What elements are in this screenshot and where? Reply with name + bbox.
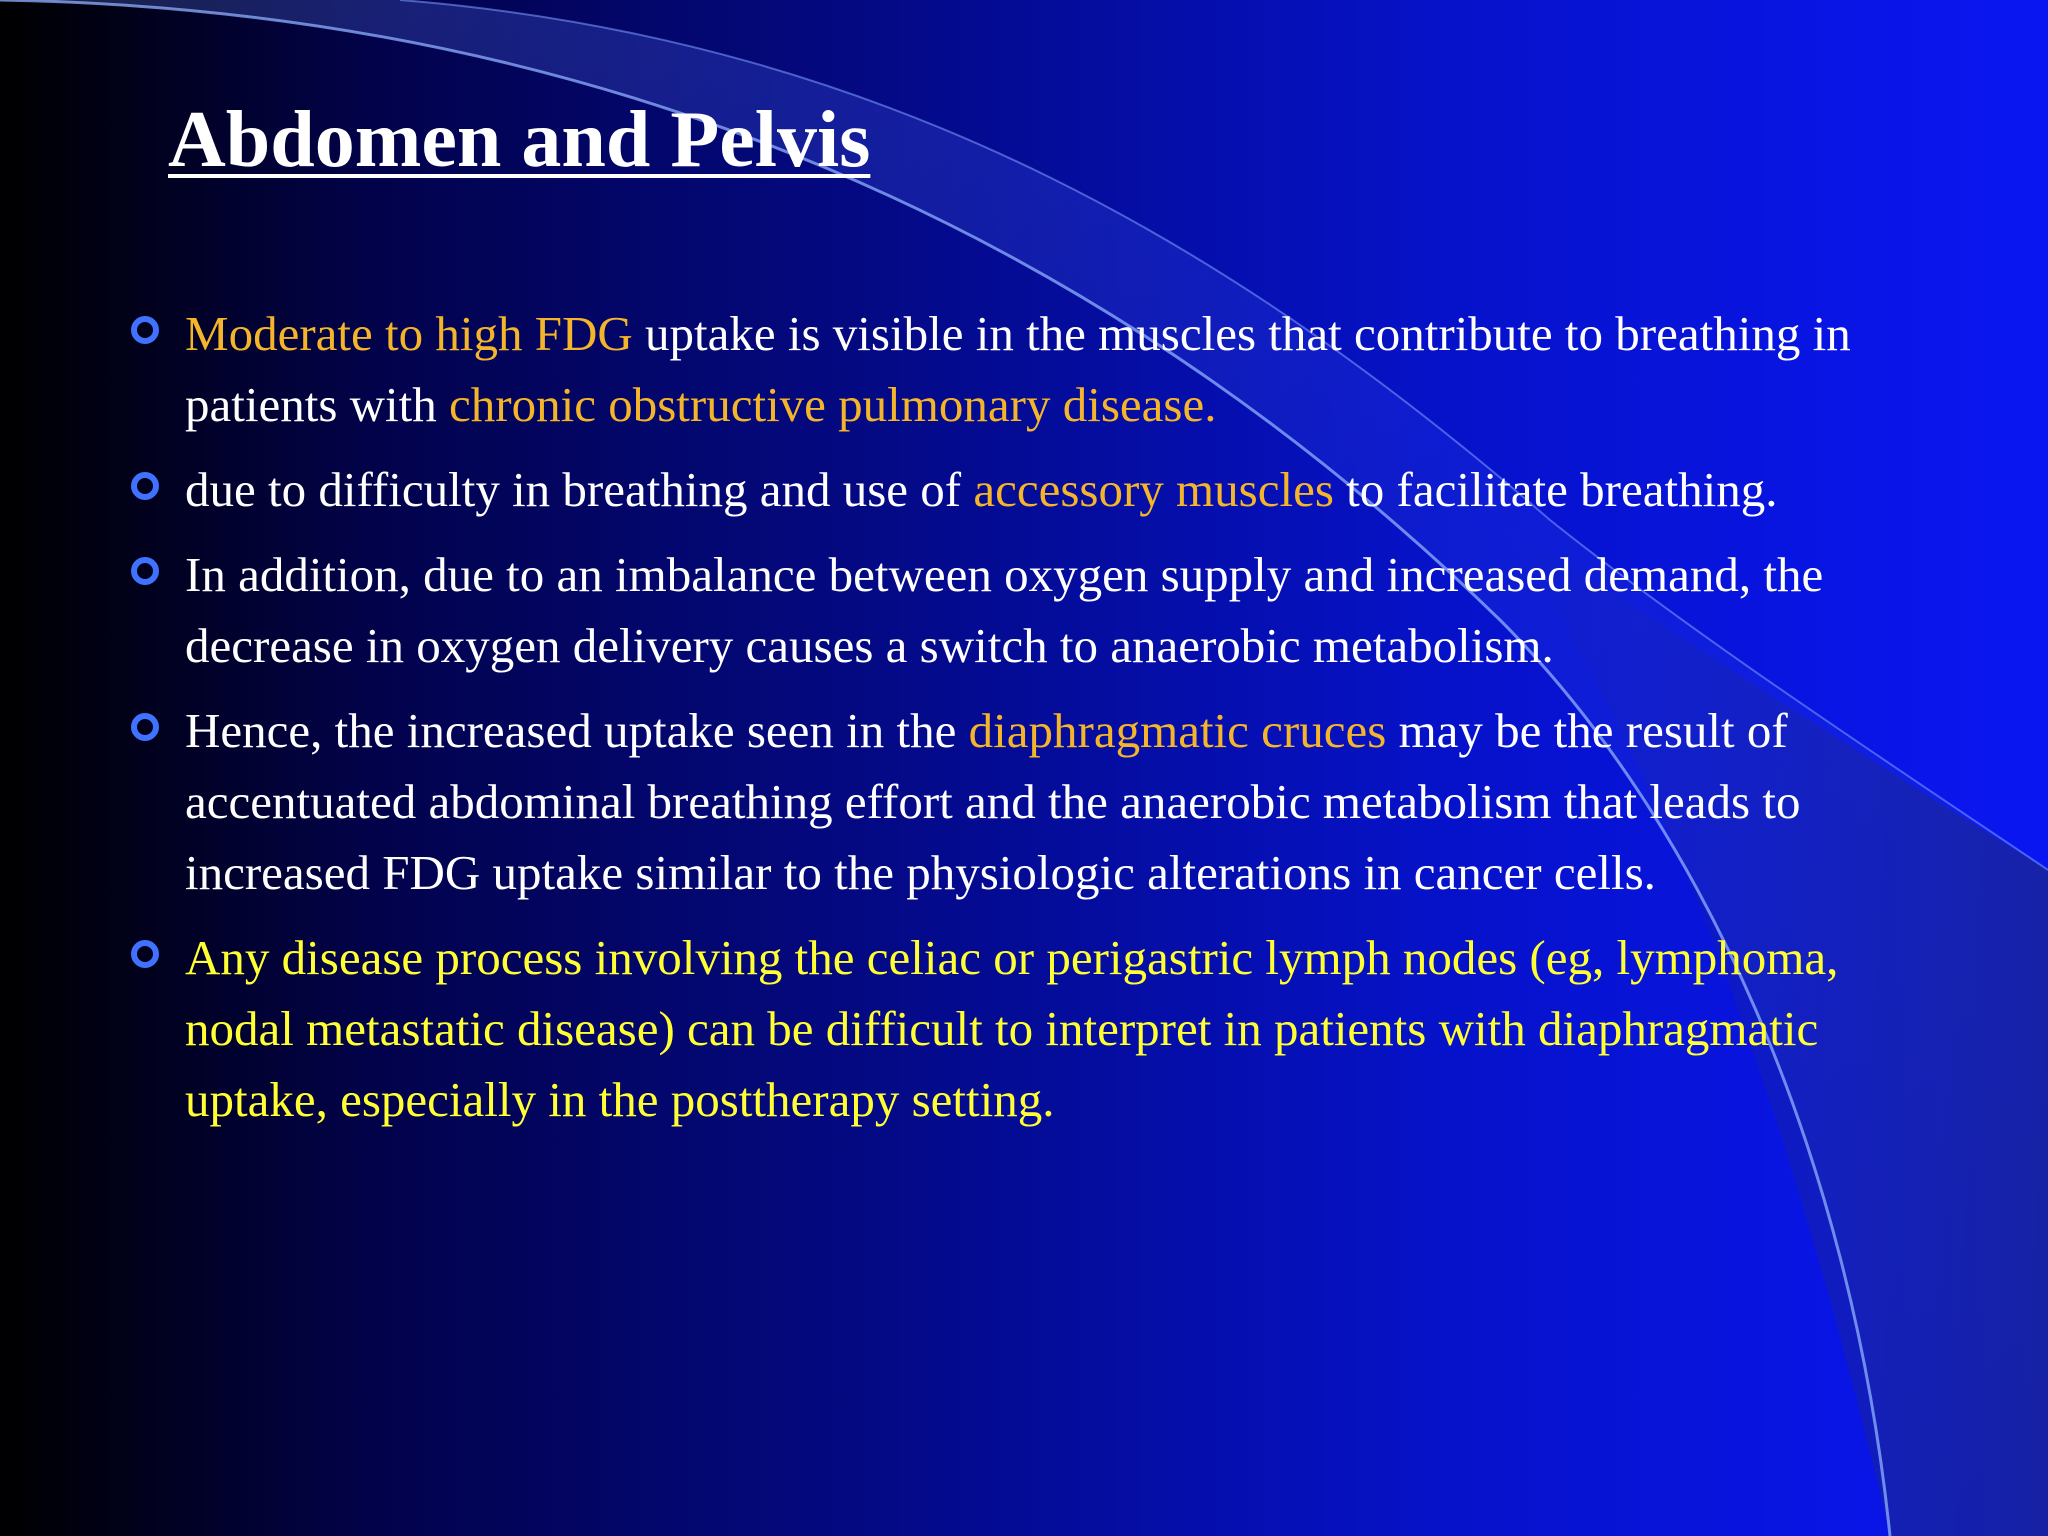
bullet-item	[122, 539, 1922, 681]
bullet-text-segment: diaphragmatic cruces	[968, 703, 1387, 758]
bullet-text-segment: Moderate to high FDG	[185, 306, 633, 361]
slide-title: Abdomen and Pelvis	[168, 96, 871, 184]
bullet-item	[122, 454, 1922, 525]
bullet-text-segment: due to difficulty in breathing and use of	[185, 462, 974, 517]
bullet-text-segment: Hence, the increased uptake seen in the	[185, 703, 969, 758]
ring-bullet-icon	[128, 710, 162, 744]
ring-bullet-icon	[128, 313, 162, 347]
bullet-text-segment: chronic obstructive pulmonary disease.	[449, 377, 1217, 432]
ring-bullet-icon	[128, 554, 162, 588]
bullet-list	[122, 298, 1922, 1149]
bullet-item	[122, 298, 1922, 440]
bullet-text-segment: In addition, due to an imbalance between oxygen supply and increased demand, the decrease in oxygen delivery causes a switch to anaerobic metabolism.	[185, 547, 1824, 673]
ring-bullet-icon	[128, 937, 162, 971]
bullet-item	[122, 922, 1922, 1135]
bullet-text-segment: uptake is visible in the muscles that contribute to breathing in patients with	[185, 306, 1851, 432]
bullet-text-segment: accessory muscles	[973, 462, 1334, 517]
bullet-item	[122, 695, 1922, 908]
bullet-text-segment: to facilitate breathing.	[1333, 462, 1778, 517]
bullet-text-segment: may be the result of accentuated abdominal breathing effort and the anaerobic metabolism that leads to increased FDG uptake similar to the physiologic alterations in cancer cells.	[185, 703, 1801, 900]
bullet-text-segment: Any disease process involving the celiac or perigastric lymph nodes (eg, lymphoma, nodal metastatic disease) can be difficult to interpret in patients with diaphragmatic uptake, especially in the posttherapy setting.	[185, 930, 1839, 1127]
ring-bullet-icon	[128, 469, 162, 503]
